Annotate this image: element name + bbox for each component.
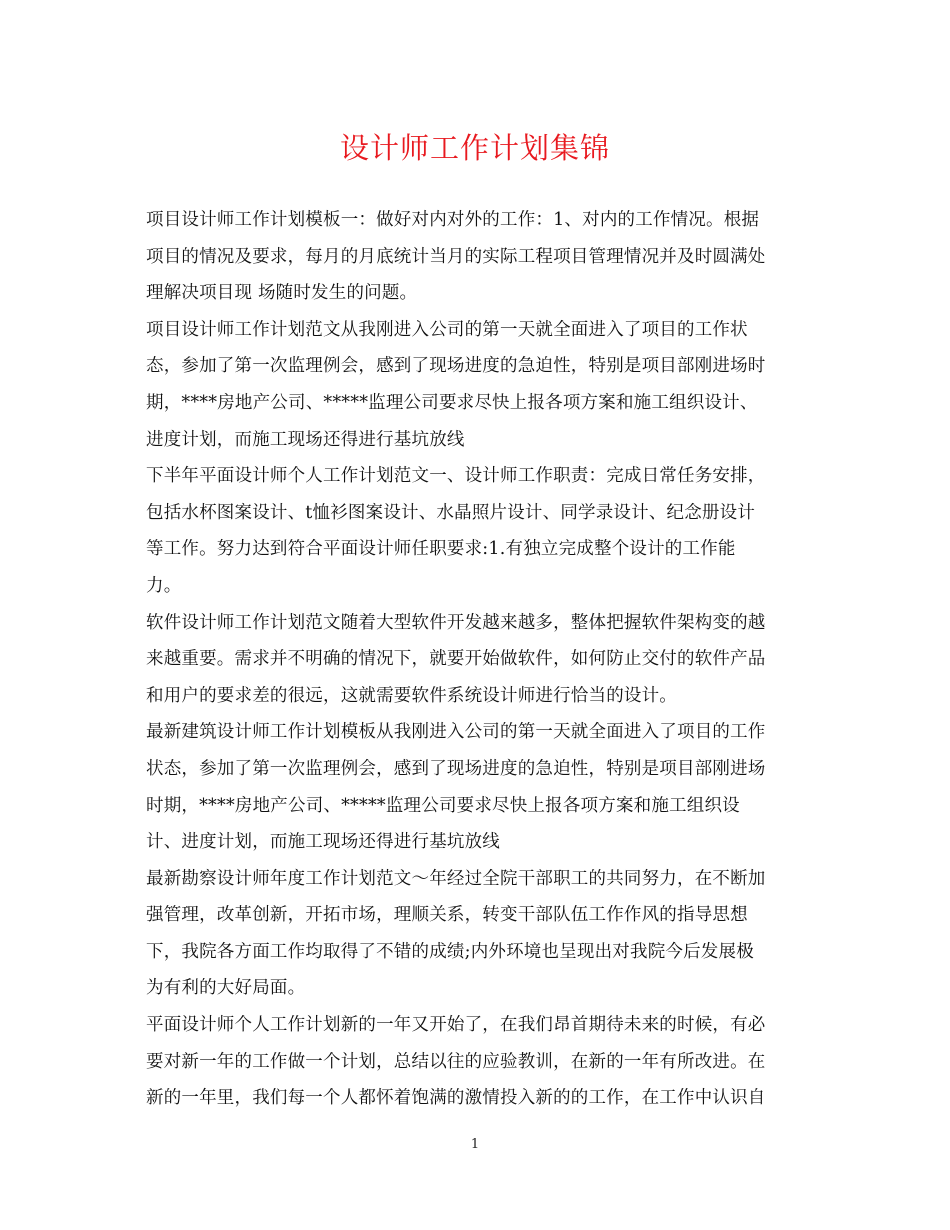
body-line: 要对新一年的工作做一个计划，总结以往的应验教训，在新的一年有所改进。在 — [146, 1051, 766, 1072]
body-line: 时期，****房地产公司、*****监理公司要求尽快上报各项方案和施工组织设 — [146, 795, 740, 816]
body-line: 来越重要。需求并不明确的情况下，就要开始做软件，如何防止交付的软件产品 — [146, 649, 766, 670]
body-line: 平面设计师个人工作计划新的一年又开始了，在我们昂首期待未来的时候，有必 — [146, 1015, 766, 1036]
body-line: 最新勘察设计师年度工作计划范文～年经过全院干部职工的共同努力，在不断加 — [146, 868, 766, 889]
body-line: 状态，参加了第一次监理例会，感到了现场进度的急迫性，特别是项目部刚进场 — [146, 758, 766, 779]
body-line: 强管理，改革创新，开拓市场，理顺关系，转变干部队伍工作作风的指导思想 — [146, 905, 748, 926]
body-line: 进度计划，而施工现场还得进行基坑放线 — [146, 429, 465, 450]
body-line: 包括水杯图案设计、t恤衫图案设计、水晶照片设计、同学录设计、纪念册设计 — [146, 502, 756, 523]
page-number: 1 — [470, 1137, 480, 1152]
body-line: 下，我院各方面工作均取得了不错的成绩;内外环境也呈现出对我院今后发展极 — [146, 941, 754, 962]
body-line: 项目设计师工作计划模板一：做好对内对外的工作：1、对内的工作情况。根据 — [146, 210, 760, 230]
body-line: 期，****房地产公司、*****监理公司要求尽快上报各项方案和施工组织设计、 — [146, 392, 758, 413]
body-line: 计、进度计划，而施工现场还得进行基坑放线 — [146, 832, 500, 853]
body-line: 新的一年里，我们每一个人都怀着饱满的激情投入新的的工作，在工作中认识自 — [146, 1088, 766, 1109]
body-line: 为有利的大好局面。 — [146, 978, 306, 999]
body-line: 态，参加了第一次监理例会，感到了现场进度的急迫性，特别是项目部刚进场时 — [146, 356, 766, 377]
body-line: 项目的情况及要求，每月的月底统计当月的实际工程项目管理情况并及时圆满处 — [146, 246, 766, 267]
body-line: 和用户的要求差的很远，这就需要软件系统设计师进行恰当的设计。 — [146, 685, 677, 706]
body-line: 下半年平面设计师个人工作计划范文一、设计师工作职责：完成日常任务安排， — [146, 466, 766, 487]
document-body — [146, 202, 806, 1117]
document-title: 设计师工作计划集锦 — [339, 131, 610, 165]
body-line: 项目设计师工作计划范文从我刚进入公司的第一天就全面进入了项目的工作状 — [146, 319, 748, 340]
body-line: 理解决项目现 场随时发生的问题。 — [146, 283, 418, 304]
body-line: 等工作。努力达到符合平面设计师任职要求:1.有独立完成整个设计的工作能 — [146, 539, 736, 560]
body-line: 软件设计师工作计划范文随着大型软件开发越来越多，整体把握软件架构变的越 — [146, 612, 766, 633]
body-line: 最新建筑设计师工作计划模板从我刚进入公司的第一天就全面进入了项目的工作 — [146, 722, 766, 743]
body-line: 力。 — [146, 575, 182, 596]
